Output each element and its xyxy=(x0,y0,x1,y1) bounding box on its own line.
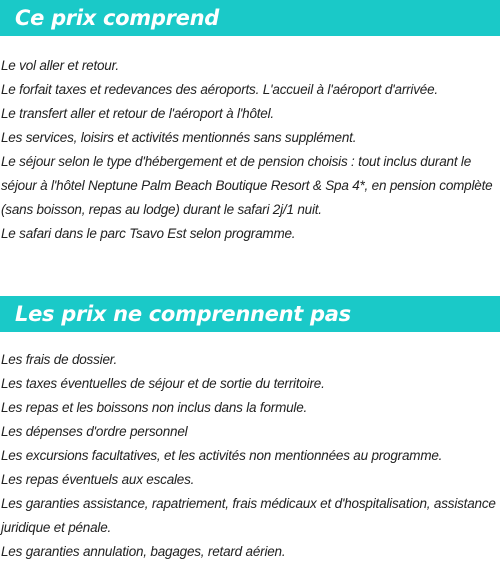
excluded-item: Les dépenses d'ordre personnel xyxy=(1,424,188,439)
included-item: Le vol aller et retour. xyxy=(1,58,119,73)
excluded-section-title: Les prix ne comprennent pas xyxy=(0,296,500,332)
excluded-item: Les repas éventuels aux escales. xyxy=(1,472,195,487)
excluded-item: Les excursions facultatives, et les activités non mentionnées au programme. xyxy=(1,448,443,463)
included-section-title: Ce prix comprend xyxy=(0,0,500,36)
excluded-item: Les taxes éventuelles de séjour et de sortie du territoire. xyxy=(1,376,325,391)
excluded-item: Les garanties assistance, rapatriement, frais médicaux et d'hospitalisation, assistance juridique et pénale. xyxy=(1,496,496,535)
included-item: Le transfert aller et retour de l'aéroport à l'hôtel. xyxy=(1,106,274,121)
included-item: Le forfait taxes et redevances des aéroports. L'accueil à l'aéroport d'arrivée. xyxy=(1,82,438,97)
excluded-item: Les repas et les boissons non inclus dans la formule. xyxy=(1,400,308,415)
excluded-item: Les garanties annulation, bagages, retard aérien. xyxy=(1,544,286,559)
included-items-list xyxy=(0,54,500,246)
included-item: Le séjour selon le type d'hébergement et de pension choisis : tout inclus durant le séjour à l'hôtel Neptune Palm Beach Boutique Resort & Spa 4*, en pension complète (sans boisson, repas au lodge) durant le safari 2j/1 nuit. xyxy=(1,154,493,217)
excluded-item: Les frais de dossier. xyxy=(1,352,118,367)
included-item: Le safari dans le parc Tsavo Est selon programme. xyxy=(1,226,296,241)
excluded-items-list xyxy=(0,348,500,564)
included-item: Les services, loisirs et activités mentionnés sans supplément. xyxy=(1,130,357,145)
